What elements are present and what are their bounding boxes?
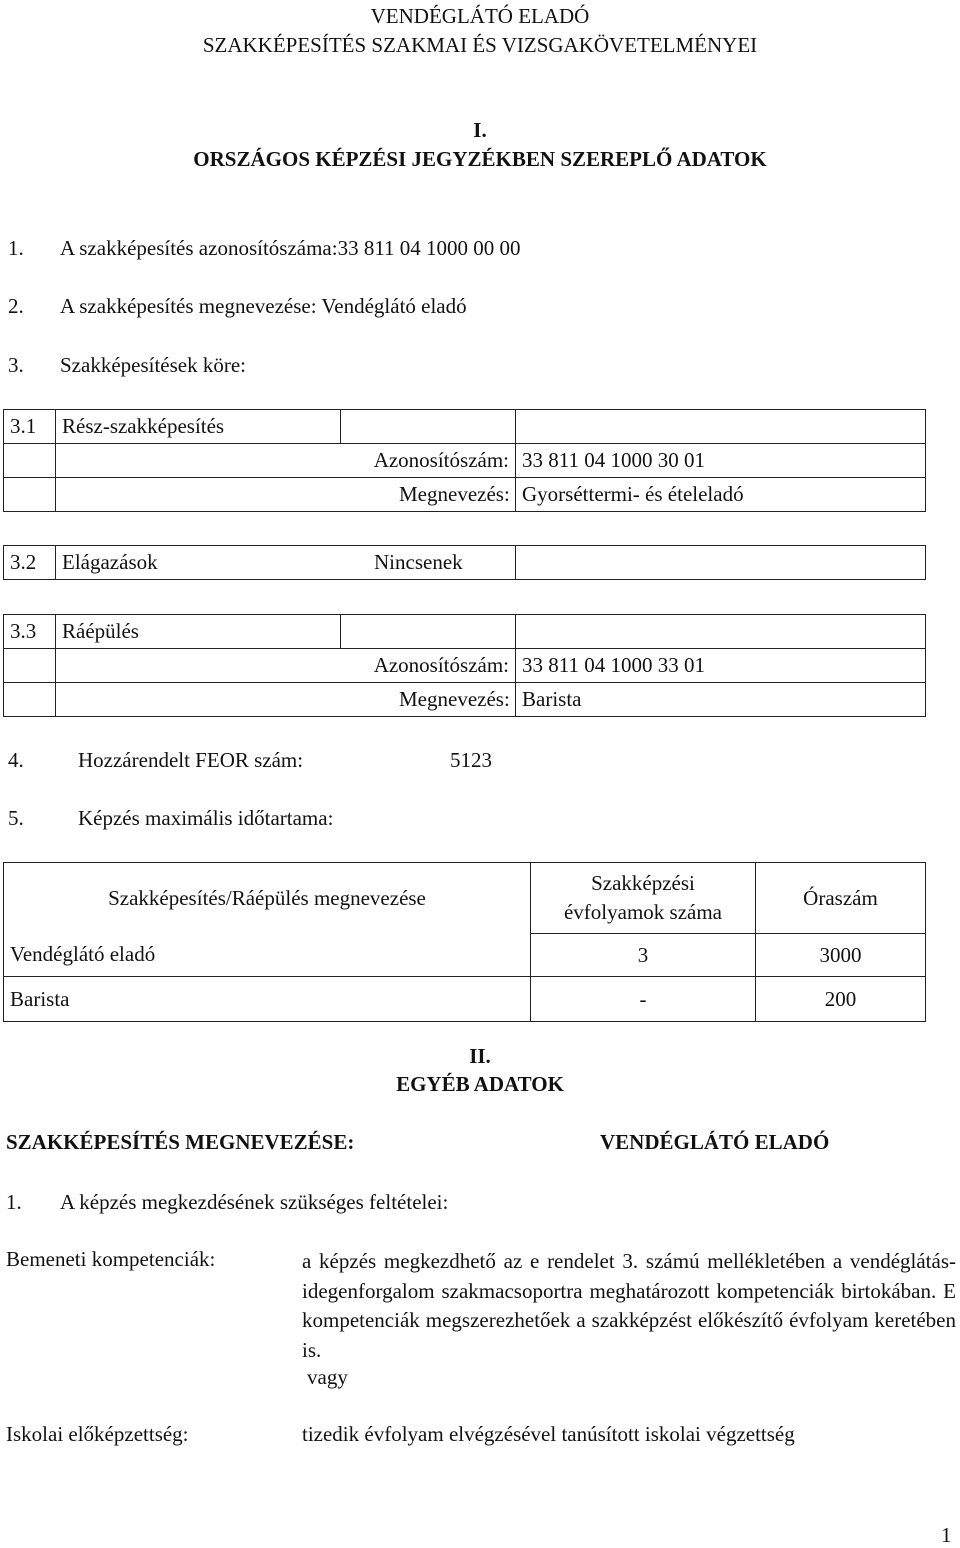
entry-competencies-label: Bemeneti kompetenciák: (6, 1247, 216, 1271)
conditions-number: 1. (6, 1190, 22, 1214)
entry-competencies-text: a képzés megkezdhető az e rendelet 3. számú mellékletében a vendéglátás-idegenforgalom szakmacsoportra meghatározott kompetenciák birtokában. E kompetenciák megszerezhetőek a szakképzést előkészítő évfolyam keretében is. (302, 1249, 956, 1362)
add-on-label: Ráépülés (56, 615, 341, 649)
add-on-id-label: Azonosítószám: (56, 649, 516, 683)
section-2-title: EGYÉB ADATOK (396, 1072, 564, 1096)
duration-header-name: Szakképesítés/Ráépülés megnevezése (4, 863, 531, 934)
empty-cell (4, 444, 56, 478)
branches-cell (56, 546, 516, 580)
duration-row-2-years: - (531, 977, 756, 1022)
duration-number: 5. (8, 806, 24, 830)
duration-header-years-line2: évfolyamok száma (563, 900, 723, 924)
add-on-number: 3.3 (4, 615, 56, 649)
item-3-number: 3. (8, 353, 24, 377)
school-prerequisite-text: tizedik évfolyam elvégzésével tanúsított iskolai végzettség (302, 1422, 795, 1446)
empty-cell (4, 478, 56, 512)
add-on-table (3, 614, 926, 717)
duration-row-1-name: Vendéglátó eladó (4, 934, 531, 977)
duration-label: Képzés maximális időtartama: (78, 806, 334, 830)
duration-row-2-hours: 200 (756, 977, 926, 1022)
partial-qualification-label: Rész-szakképesítés (56, 410, 341, 444)
partial-qualification-name-value: Gyorséttermi- és ételeladó (516, 478, 926, 512)
page-number: 1 (941, 1523, 952, 1547)
document-title-line2: SZAKKÉPESÍTÉS SZAKMAI ÉS VIZSGAKÖVETELMÉNYEI (202, 33, 758, 57)
qualification-name-label: SZAKKÉPESÍTÉS MEGNEVEZÉSE: (6, 1130, 355, 1154)
feor-label: Hozzárendelt FEOR szám: (78, 748, 304, 772)
item-2-text: A szakképesítés megnevezése: Vendéglátó eladó (60, 294, 467, 318)
feor-value: 5123 (450, 748, 492, 772)
partial-qualification-name-label: Megnevezés: (56, 478, 516, 512)
duration-row-1-hours: 3000 (756, 934, 926, 977)
empty-cell (341, 615, 516, 649)
item-3-text: Szakképesítések köre: (60, 353, 247, 377)
partial-qualification-id-label: Azonosítószám: (56, 444, 516, 478)
branches-table (3, 545, 926, 580)
duration-header-hours: Óraszám (756, 863, 926, 934)
empty-cell (516, 615, 926, 649)
feor-number: 4. (8, 748, 24, 772)
duration-header-years-line1: Szakképzési (591, 871, 695, 895)
section-2-roman: II. (469, 1044, 491, 1068)
duration-row-2-name: Barista (4, 977, 531, 1022)
qualification-name-value: VENDÉGLÁTÓ ELADÓ (600, 1130, 830, 1154)
conditions-text: A képzés megkezdésének szükséges feltételei: (60, 1190, 449, 1214)
branches-label: Elágazások (62, 550, 158, 574)
item-1-number: 1. (8, 236, 24, 260)
branches-number: 3.2 (4, 546, 56, 580)
duration-row-1-years: 3 (531, 934, 756, 977)
add-on-id-value: 33 811 04 1000 33 01 (516, 649, 926, 683)
section-1-title: ORSZÁGOS KÉPZÉSI JEGYZÉKBEN SZEREPLŐ ADATOK (193, 147, 767, 171)
empty-cell (516, 410, 926, 444)
empty-cell (341, 410, 516, 444)
item-2-number: 2. (8, 294, 24, 318)
add-on-name-value: Barista (516, 683, 926, 717)
empty-cell (516, 546, 926, 580)
branches-value: Nincsenek (374, 550, 463, 574)
duration-header-years-cell (531, 863, 756, 934)
partial-qualification-number: 3.1 (4, 410, 56, 444)
empty-cell (4, 683, 56, 717)
section-1-roman: I. (473, 118, 487, 142)
entry-or: vagy (307, 1365, 348, 1389)
duration-table (3, 862, 926, 1022)
partial-qualification-table (3, 409, 926, 512)
school-prerequisite-label: Iskolai előképzettség: (6, 1422, 189, 1446)
add-on-name-label: Megnevezés: (56, 683, 516, 717)
partial-qualification-id-value: 33 811 04 1000 30 01 (516, 444, 926, 478)
document-title-line1: VENDÉGLÁTÓ ELADÓ (370, 4, 590, 28)
item-1-text: A szakképesítés azonosítószáma:33 811 04 1000 00 00 (60, 236, 521, 260)
empty-cell (4, 649, 56, 683)
